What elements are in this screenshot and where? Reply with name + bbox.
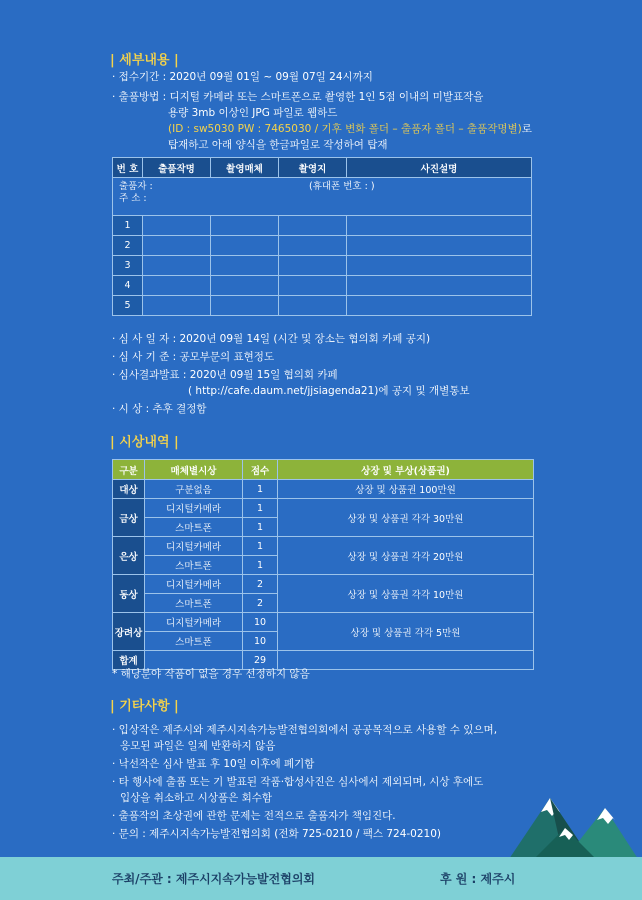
entrant-info-row: [113, 178, 532, 216]
method-line-3: [168, 122, 532, 136]
award-count: 2: [243, 594, 278, 613]
form-cell: [279, 256, 347, 276]
award-category: 합계: [113, 651, 145, 670]
award-header-count: 점수: [243, 460, 278, 480]
award-media: 스마트폰: [145, 594, 243, 613]
etc-line-7: · 문의 : 제주시지속가능발전협의회 (전화 725-0210 / 팩스 724-0210): [112, 828, 441, 840]
award-category: 금상: [113, 499, 145, 537]
form-row-number: 4: [113, 276, 143, 296]
award-media: 디지털카메라: [145, 575, 243, 594]
award-header-row: [113, 460, 534, 480]
detail-section-title: | 세부내용 |: [110, 53, 179, 68]
award-count: 1: [243, 518, 278, 537]
award-section-title: | 시상내역 |: [110, 435, 179, 450]
form-cell: [279, 276, 347, 296]
form-cell: [347, 296, 532, 316]
award-note: * 해당분야 작품이 없을 경우 선정하지 않음: [112, 668, 310, 680]
form-cell: [211, 256, 279, 276]
form-cell: [143, 276, 211, 296]
form-cell: [143, 216, 211, 236]
form-cell: [143, 236, 211, 256]
award-count: 10: [243, 632, 278, 651]
form-cell: [211, 236, 279, 256]
period-line: · 접수기간 : 2020년 09월 01일 ~ 09월 07일 24시까지: [112, 71, 373, 83]
form-row-number: 5: [113, 296, 143, 316]
form-row: [113, 256, 532, 276]
form-header-number: 번 호: [113, 158, 143, 178]
award-count: 1: [243, 499, 278, 518]
form-cell: [279, 296, 347, 316]
etc-section-title: | 기타사항 |: [110, 699, 179, 714]
award-media: 구분없음: [145, 480, 243, 499]
etc-line-6: · 출품작의 초상권에 관한 문제는 전적으로 출품자가 책임진다.: [112, 810, 396, 822]
form-row: [113, 216, 532, 236]
award-row-silver: [113, 537, 534, 556]
judge-date-line: · 심 사 일 자 : 2020년 09월 14일 (시간 및 장소는 협의회 카페 공지): [112, 333, 431, 345]
form-cell: [143, 296, 211, 316]
award-media: 디지털카메라: [145, 499, 243, 518]
entrant-info-cell: [113, 178, 532, 216]
award-prize: 상장 및 상품권 각각 20만원: [278, 537, 534, 575]
form-cell: [347, 256, 532, 276]
phone-label: (휴대폰 번호 : ): [309, 181, 375, 192]
award-table: [112, 459, 534, 670]
form-row-number: 2: [113, 236, 143, 256]
form-row-number: 3: [113, 256, 143, 276]
etc-line-5: 입상을 취소하고 시상품은 회수함: [120, 792, 273, 804]
etc-line-4: · 타 행사에 출품 또는 기 발표된 작품·합성사진은 심사에서 제외되며, 시상 후에도: [112, 776, 484, 788]
form-header-row: [113, 158, 532, 178]
form-cell: [347, 216, 532, 236]
award-header-category: 구분: [113, 460, 145, 480]
award-media: 디지털카메라: [145, 537, 243, 556]
address-label: 주 소 :: [119, 193, 147, 204]
form-row: [113, 276, 532, 296]
award-prize: 상장 및 상품권 각각 5만원: [278, 613, 534, 651]
form-header-title: 출품작명: [143, 158, 211, 178]
award-header-media: 매체별시상: [145, 460, 243, 480]
award-count: 1: [243, 537, 278, 556]
method-line-1: · 출품방법 : 디지털 카메라 또는 스마트폰으로 촬영한 1인 5점 이내의 미발표작을: [112, 91, 484, 103]
award-prize: 상장 및 상품권 100만원: [278, 480, 534, 499]
award-category: 장려상: [113, 613, 145, 651]
award-count: 2: [243, 575, 278, 594]
award-category: 동상: [113, 575, 145, 613]
form-header-description: 사진설명: [347, 158, 532, 178]
footer-bar: [0, 857, 642, 900]
form-row: [113, 236, 532, 256]
result-line-1: · 심사결과발표 : 2020년 09월 15일 협의회 카페: [112, 369, 338, 381]
form-cell: [347, 276, 532, 296]
award-media: 스마트폰: [145, 632, 243, 651]
form-row-number: 1: [113, 216, 143, 236]
awards-line: · 시 상 : 추후 결정함: [112, 403, 207, 415]
award-row-encourage: [113, 613, 534, 632]
footer-sponsor: 후 원 : 제주시: [440, 872, 516, 886]
form-header-media: 촬영매체: [211, 158, 279, 178]
form-cell: [211, 276, 279, 296]
award-header-prize: 상장 및 부상(상품권): [278, 460, 534, 480]
award-row-gold: [113, 499, 534, 518]
etc-line-1: · 입상작은 제주시와 제주시지속가능발전협의회에서 공공목적으로 사용할 수 있으며,: [112, 724, 498, 736]
result-line-2: ( http://cafe.daum.net/jjsiagenda21)에 공지 및 개별통보: [188, 385, 470, 397]
award-count: 1: [243, 556, 278, 575]
form-cell: [279, 236, 347, 256]
award-row-grand: [113, 480, 534, 499]
award-category: 대상: [113, 480, 145, 499]
award-count: 1: [243, 480, 278, 499]
footer-host: 주최/주관 : 제주시지속가능발전협의회: [112, 872, 316, 886]
form-cell: [143, 256, 211, 276]
webhard-credentials: (ID : sw5030 PW : 7465030 / 기후 변화 폴더 – 출품자 폴더 – 출품작명별): [168, 123, 522, 135]
award-media: 스마트폰: [145, 556, 243, 575]
form-cell: [347, 236, 532, 256]
award-prize: 상장 및 상품권 각각 30만원: [278, 499, 534, 537]
form-row: [113, 296, 532, 316]
form-cell: [211, 216, 279, 236]
method-line-3-suffix: 로: [521, 123, 532, 135]
method-line-2: 용량 3mb 이상인 JPG 파일로 웹하드: [168, 107, 338, 119]
award-media: 디지털카메라: [145, 613, 243, 632]
award-count: 10: [243, 613, 278, 632]
award-prize: [278, 651, 534, 670]
form-cell: [211, 296, 279, 316]
criteria-line: · 심 사 기 준 : 공모부문의 표현정도: [112, 351, 275, 363]
form-header-location: 촬영지: [279, 158, 347, 178]
award-prize: 상장 및 상품권 각각 10만원: [278, 575, 534, 613]
etc-line-3: · 낙선작은 심사 발표 후 10일 이후에 폐기함: [112, 758, 315, 770]
award-category: 은상: [113, 537, 145, 575]
method-line-4: 탑재하고 아래 양식을 한글파일로 작성하여 탑재: [168, 139, 388, 151]
award-media: 스마트폰: [145, 518, 243, 537]
award-row-bronze: [113, 575, 534, 594]
entrant-label: 출품자 :: [119, 181, 153, 192]
etc-line-2: 응모된 파일은 일체 반환하지 않음: [120, 740, 276, 752]
award-count: 29: [243, 651, 278, 670]
entry-form-table: [112, 157, 532, 316]
form-cell: [279, 216, 347, 236]
